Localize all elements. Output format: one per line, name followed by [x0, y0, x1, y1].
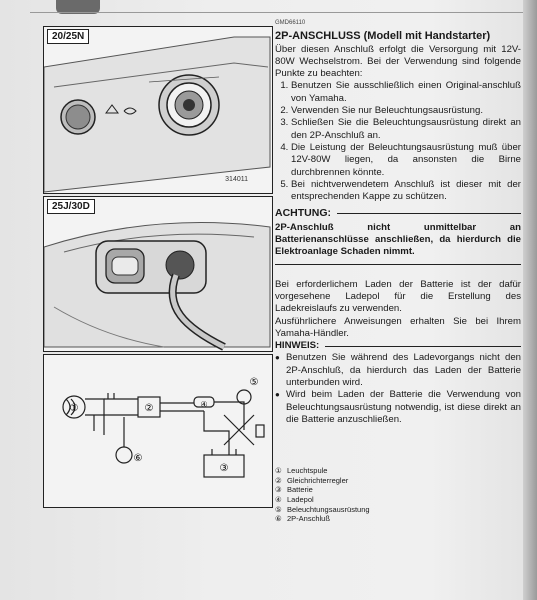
step-item: 4. Die Leistung der Beleuchtungsausrüstung muß über 12V-80W liegen, da ansonsten die Birne durchbrennen könnte.: [291, 142, 521, 179]
callout-2: ②: [144, 403, 154, 414]
wiring-diagram: [43, 354, 273, 508]
note-rule: [325, 346, 521, 347]
top-rule: [30, 12, 530, 13]
steps-list: [275, 80, 521, 203]
dealer-paragraph: Ausführlichere Anweisungen erhalten Sie bei Ihrem Yamaha-Händler.: [275, 315, 521, 339]
caution-rule: [337, 213, 521, 214]
callout-1: ①: [69, 403, 79, 414]
figure-25j-30d: [43, 196, 273, 352]
notes-list: [275, 352, 521, 426]
step-item: 3. Schließen Sie die Beleuchtungsausrüstung direkt an den 2P-Anschluß an.: [291, 117, 521, 142]
step-item: 5. Bei nichtverwendetem Anschluß ist dieser mit der entsprechenden Kappe zu schützen.: [291, 179, 521, 204]
step-item: 1. Benutzen Sie ausschließlich einen Original-anschluß von Yamaha.: [291, 80, 521, 105]
caution-text: 2P-Anschluß nicht unmittelbar an Batterienanschlüsse anschließen, da hierdurch die Elektroanlage Schaden nimmt.: [275, 221, 521, 258]
legend: [275, 466, 521, 524]
legend-item: ⑤ Beleuchtungsausrüstung: [275, 504, 370, 514]
note-title: HINWEIS:: [275, 340, 320, 352]
charging-paragraph: Bei erforderlichem Laden der Batterie ist der dafür vorgesehene Ladepol für die Erstellung des Ladekreislaufs zu verwenden.: [275, 278, 521, 315]
figure-label: 25J/30D: [47, 199, 95, 214]
legend-item: ① Leuchtspule: [275, 466, 328, 476]
instructions-column: [275, 17, 521, 524]
caution-divider: [275, 264, 521, 265]
callout-3: ③: [219, 463, 229, 474]
legend-item: ② Gleichrichterregler: [275, 475, 349, 485]
callout-6: ⑥: [133, 453, 143, 464]
legend-item: ③ Batterie: [275, 485, 313, 495]
note-item: ● Wird beim Laden der Batterie die Verwendung von Beleuchtungsausrüstung notwendig, ist diese direkt an die Batterie anzuschließen.: [275, 389, 521, 426]
note-heading: [275, 340, 521, 352]
section-title: 2P-ANSCHLUSS (Modell mit Handstarter): [275, 30, 491, 43]
step-item: 2. Verwenden Sie nur Beleuchtungsausrüstung.: [291, 105, 521, 117]
callout-4: ④: [200, 400, 208, 409]
legend-item: ④ Ladepol: [275, 494, 314, 504]
intro-text: Über diesen Anschluß erfolgt die Versorgung mit 12V-80W Wechselstrom. Bei der Verwendung sind folgende Punkte zu beachten:: [275, 43, 521, 80]
legend-item: ⑥ 2P-Anschluß: [275, 514, 330, 524]
connector-illustration-1: [44, 27, 272, 193]
figure-20-25n: [43, 26, 273, 194]
book-spine: [523, 0, 537, 600]
figure-code: 314011: [225, 176, 248, 183]
figure-label: 20/25N: [47, 29, 89, 44]
connector-illustration-2: [44, 197, 272, 351]
caution-heading: [275, 207, 521, 219]
section-code: GMD66110: [275, 20, 306, 26]
note-item: ● Benutzen Sie während des Ladevorgangs nicht den 2P-Anschluß, da hierdurch das Laden der Batterie unterbunden wird.: [275, 352, 521, 389]
callout-5: ⑤: [249, 377, 259, 388]
wiring-diagram-svg: [44, 355, 272, 507]
caution-title: ACHTUNG:: [275, 207, 331, 220]
